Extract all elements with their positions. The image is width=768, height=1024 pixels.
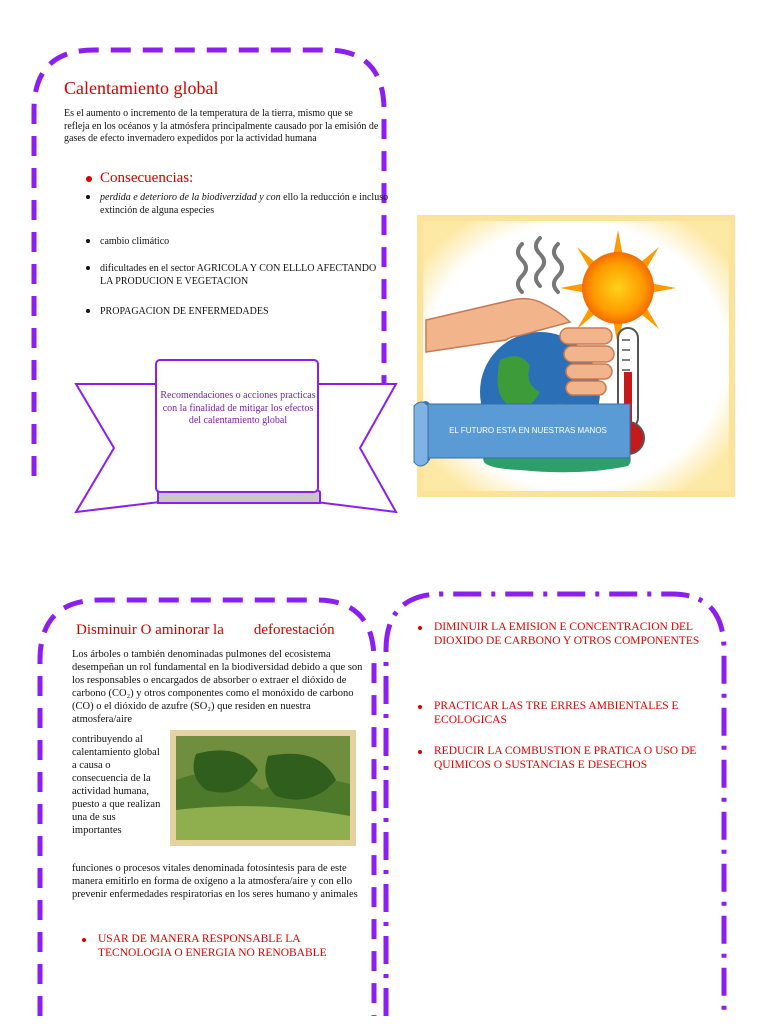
list-item xyxy=(82,933,372,960)
item-text: dificultades en el sector AGRICOLA Y CON ELLLO AFECTANDO LA PRODUCION E VEGETACION xyxy=(100,263,377,287)
paragraph-top: Los árboles o también denominadas pulmones del ecosistema desempeñan un rol fundamental en la biodiversidad debido a que son los responsables o encargados de absorber o extraer el dióxido de carbono (CO₂) y otros componentes como el monóxido de carbono (CO) o el dióxido de azufre (SO₂) que residen en nuestra atmosfera/aire xyxy=(72,649,363,725)
bullet-icon xyxy=(418,626,422,630)
paragraph-bottom: funciones o procesos vitales denominada fotosíntesis para de este manera emitirlo en forma de oxígeno a la atmosfera/aire y con ello prevenir enfermedades respiratorias en los seres humano y animales xyxy=(72,863,358,900)
list-item xyxy=(86,305,390,318)
item-text: ello la reducción e incluso extinción de alguna especies xyxy=(100,192,389,216)
consequences-heading-label: Consecuencias: xyxy=(100,170,194,186)
panel3-frame xyxy=(386,594,724,1016)
bullet-icon xyxy=(418,750,422,754)
paragraph-narrow: contribuyendo al calentamiento global a causa o consecuencia de la actividad humana, puesto a que realizan una de sus importantes xyxy=(72,734,161,836)
item-italic: perdida e deterioro de la biodiverzidad y con xyxy=(100,192,281,203)
list-item xyxy=(418,745,708,772)
panel1-intro: Es el aumento o incremento de la temperatura de la tierra, mismo que se refleja en los océanos y la atmósfera principalmente causado por la emisión de gases de efecto invernadero expedidos por la actividad humana xyxy=(64,108,379,144)
consequences-heading xyxy=(86,170,193,187)
item-text: REDUCIR LA COMBUSTION E PRATICA O USO DE QUIMICOS O SUSTANCIAS E DESECHOS xyxy=(434,745,697,771)
list-item xyxy=(86,235,390,248)
item-text: USAR DE MANERA RESPONSABLE LA TECNOLOGIA O ENERGIA NO RENOBABLE xyxy=(98,933,327,959)
bullet-icon xyxy=(86,176,92,182)
forest-image xyxy=(170,730,356,846)
panel2-title: Disminuir O aminorar la deforestación xyxy=(76,622,335,638)
list-item xyxy=(86,262,390,288)
list-item xyxy=(418,700,708,727)
bullet-icon xyxy=(418,705,422,709)
item-text: cambio climático xyxy=(100,236,170,247)
item-text: DIMINUIR LA EMISION E CONCENTRACION DEL DIOXIDO DE CARBONO Y OTROS COMPONENTES xyxy=(434,621,700,647)
banner-text: EL FUTURO ESTA EN NUESTRAS MANOS xyxy=(449,426,607,435)
bullet-icon xyxy=(82,938,86,942)
item-text: PROPAGACION DE ENFERMEDADES xyxy=(100,306,269,317)
panel1-title: Calentamiento global xyxy=(64,78,219,98)
item-text: PRACTICAR LAS TRE ERRES AMBIENTALES E ECOLOGICAS xyxy=(434,700,679,726)
ribbon-banner xyxy=(76,360,396,512)
list-item xyxy=(418,621,708,648)
recommendations-text: Recomendaciones o acciones practicas con la finalidad de mitigar los efectos del calentamiento global xyxy=(160,390,316,426)
list-item xyxy=(86,191,390,217)
